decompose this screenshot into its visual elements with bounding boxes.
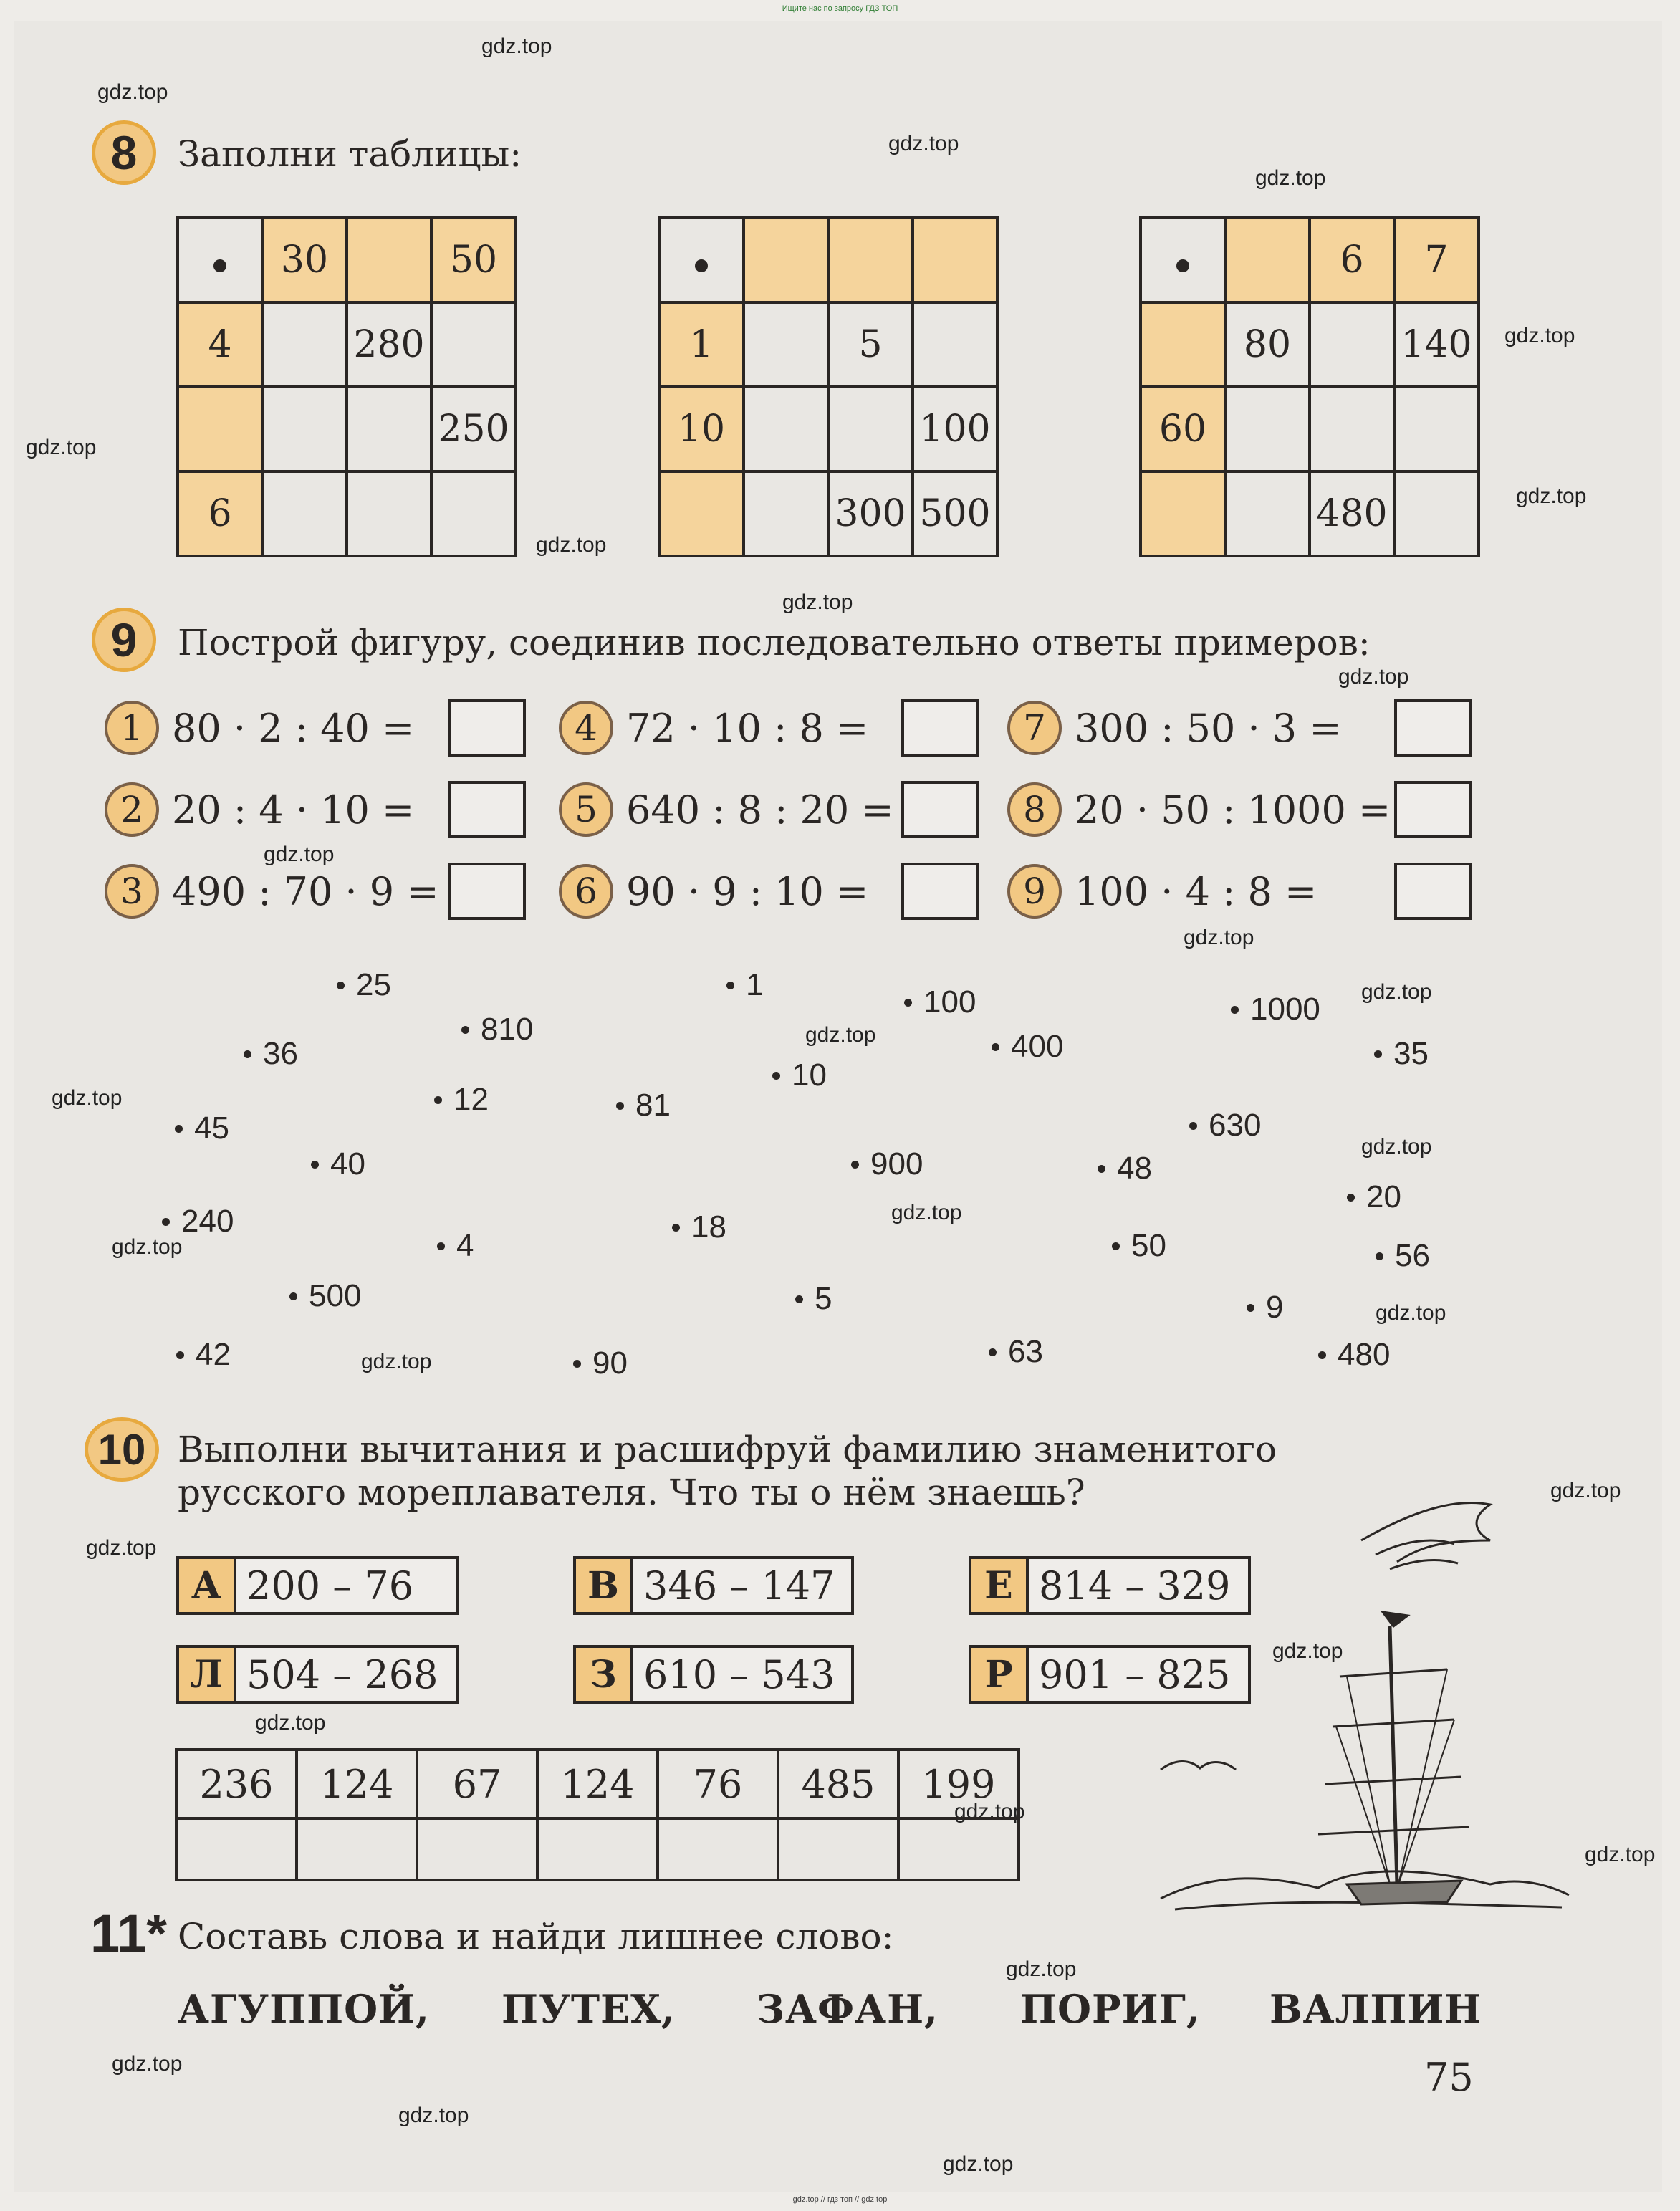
example-expression: 20 : 4 · 10 = xyxy=(172,787,415,833)
answer-box[interactable] xyxy=(901,699,979,757)
point-dot-icon xyxy=(573,1360,581,1368)
table-cell: 300 xyxy=(828,471,913,556)
table-cell: 6 xyxy=(178,471,262,556)
task-8-badge: 8 xyxy=(92,120,156,185)
watermark: gdz.top xyxy=(398,2104,469,2127)
table-cell: 500 xyxy=(913,471,997,556)
example-7 xyxy=(1007,698,1342,758)
watermark: gdz.top xyxy=(891,1201,962,1224)
point-dot-icon xyxy=(992,1043,999,1051)
multiply-dot-icon xyxy=(1176,259,1189,272)
cipher-letter: З xyxy=(576,1648,633,1701)
task-10-title-line-1: Выполни вычитания и расшифруй фамилию знаменитого xyxy=(178,1429,1277,1470)
task-8-table-2 xyxy=(658,216,999,557)
watermark: gdz.top xyxy=(888,132,959,155)
watermark: gdz.top xyxy=(1361,1135,1432,1159)
table-cell[interactable] xyxy=(744,218,828,302)
answer-box[interactable] xyxy=(448,781,526,838)
example-expression: 72 · 10 : 8 = xyxy=(626,705,869,751)
scrambled-word: ВАЛПИН xyxy=(1269,1986,1482,2032)
table-cell: 1 xyxy=(659,302,744,387)
subtraction-v xyxy=(573,1556,854,1615)
table-cell[interactable] xyxy=(828,387,913,471)
point-dot-icon xyxy=(1318,1351,1326,1359)
point-dot-icon xyxy=(244,1050,251,1058)
watermark: gdz.top xyxy=(954,1800,1025,1823)
plot-point[interactable]: 81 xyxy=(616,1088,671,1123)
plot-point[interactable]: 9 xyxy=(1247,1290,1283,1325)
watermark: gdz.top xyxy=(1006,1957,1077,1981)
bottom-banner: gdz.top // гдз топ // gdz.top xyxy=(792,2195,888,2204)
answer-box[interactable] xyxy=(1394,699,1472,757)
point-dot-icon xyxy=(851,1161,859,1169)
point-dot-icon xyxy=(1247,1304,1254,1312)
table-cell xyxy=(659,218,744,302)
point-dot-icon xyxy=(175,1125,183,1133)
answer-letter-cell[interactable] xyxy=(658,1818,778,1880)
table-cell xyxy=(1141,218,1225,302)
task-8-title: Заполни таблицы: xyxy=(178,133,522,175)
table-cell[interactable] xyxy=(744,471,828,556)
subtraction-a xyxy=(176,1556,459,1615)
point-dot-icon xyxy=(434,1096,442,1104)
point-dot-icon xyxy=(1098,1165,1105,1173)
table-cell[interactable] xyxy=(431,302,516,387)
plot-point[interactable]: 810 xyxy=(461,1012,533,1047)
multiply-dot-icon xyxy=(213,259,226,272)
subtraction-expression: 901 – 825 xyxy=(1039,1651,1231,1697)
example-9 xyxy=(1007,861,1317,921)
example-expression: 490 : 70 · 9 = xyxy=(172,868,439,914)
table-cell[interactable] xyxy=(744,387,828,471)
subtraction-expression: 346 – 147 xyxy=(643,1563,835,1608)
plot-point[interactable]: 45 xyxy=(175,1111,229,1146)
table-cell[interactable] xyxy=(913,302,997,387)
example-number: 5 xyxy=(559,782,613,837)
cipher-letter: Е xyxy=(971,1559,1029,1612)
watermark: gdz.top xyxy=(481,34,552,58)
watermark: gdz.top xyxy=(52,1086,123,1110)
example-expression: 80 · 2 : 40 = xyxy=(172,705,415,751)
point-dot-icon xyxy=(337,982,345,989)
subtraction-expression: 610 – 543 xyxy=(643,1651,835,1697)
watermark: gdz.top xyxy=(1272,1639,1343,1663)
table-cell: 30 xyxy=(262,218,347,302)
table-cell[interactable] xyxy=(1394,387,1479,471)
plot-point[interactable]: 1000 xyxy=(1231,992,1320,1027)
answer-number: 124 xyxy=(537,1750,658,1818)
plot-point[interactable]: 18 xyxy=(672,1209,726,1245)
table-cell: 50 xyxy=(431,218,516,302)
table-cell[interactable] xyxy=(347,387,431,471)
table-cell[interactable] xyxy=(913,218,997,302)
table-cell: 7 xyxy=(1394,218,1479,302)
point-dot-icon xyxy=(176,1351,184,1359)
table-cell[interactable] xyxy=(347,471,431,556)
point-dot-icon xyxy=(1376,1252,1383,1260)
table-cell xyxy=(347,218,431,302)
table-cell: 80 xyxy=(1225,302,1310,387)
answer-number: 124 xyxy=(297,1750,417,1818)
point-dot-icon xyxy=(162,1218,170,1226)
watermark: gdz.top xyxy=(361,1350,432,1373)
example-8 xyxy=(1007,780,1391,840)
example-number: 6 xyxy=(559,864,613,919)
plot-point[interactable]: 10 xyxy=(772,1057,827,1093)
example-number: 8 xyxy=(1007,782,1062,837)
answer-letter-cell[interactable] xyxy=(898,1818,1019,1880)
table-cell[interactable] xyxy=(262,302,347,387)
example-number: 9 xyxy=(1007,864,1062,919)
table-cell: 5 xyxy=(828,302,913,387)
point-dot-icon xyxy=(437,1242,445,1250)
table-cell: 60 xyxy=(1141,387,1225,471)
watermark: gdz.top xyxy=(1504,324,1575,347)
watermark: gdz.top xyxy=(112,2052,183,2076)
table-cell[interactable] xyxy=(178,387,262,471)
plot-point[interactable]: 42 xyxy=(176,1337,231,1373)
cipher-letter: А xyxy=(179,1559,236,1612)
answer-number: 199 xyxy=(898,1750,1019,1818)
point-dot-icon xyxy=(289,1292,297,1300)
plot-point[interactable]: 56 xyxy=(1376,1238,1430,1274)
table-cell: 10 xyxy=(659,387,744,471)
point-dot-icon xyxy=(461,1026,469,1034)
watermark: gdz.top xyxy=(1338,665,1409,689)
scrambled-word: АГУППОЙ, xyxy=(178,1986,430,2032)
watermark: gdz.top xyxy=(943,2152,1014,2176)
answer-letter-cell[interactable] xyxy=(176,1818,297,1880)
table-cell[interactable] xyxy=(1225,471,1310,556)
answer-box[interactable] xyxy=(1394,863,1472,920)
point-dot-icon xyxy=(1189,1122,1197,1130)
table-cell[interactable] xyxy=(1394,471,1479,556)
page-number: 75 xyxy=(1424,2055,1474,2100)
watermark: gdz.top xyxy=(86,1536,157,1560)
point-dot-icon xyxy=(772,1072,780,1080)
subtraction-l xyxy=(176,1645,459,1704)
watermark: gdz.top xyxy=(112,1235,183,1259)
plot-point[interactable]: 40 xyxy=(311,1146,365,1182)
example-number: 7 xyxy=(1007,701,1062,755)
table-cell: 4 xyxy=(178,302,262,387)
sailing-ship-illustration xyxy=(1132,1497,1590,1927)
multiply-dot-icon xyxy=(695,259,708,272)
table-cell: 6 xyxy=(1310,218,1394,302)
table-cell: 100 xyxy=(913,387,997,471)
answer-box[interactable] xyxy=(448,863,526,920)
table-cell xyxy=(178,218,262,302)
point-dot-icon xyxy=(1347,1194,1355,1202)
table-cell[interactable] xyxy=(1310,302,1394,387)
watermark: gdz.top xyxy=(1361,980,1432,1004)
task-8-table-3 xyxy=(1139,216,1480,557)
answer-number: 485 xyxy=(778,1750,898,1818)
example-expression: 300 : 50 · 3 = xyxy=(1075,705,1342,751)
scrambled-word: ЗАФАН, xyxy=(757,1986,939,2032)
table-cell[interactable] xyxy=(744,302,828,387)
table-cell[interactable] xyxy=(659,471,744,556)
watermark: gdz.top xyxy=(1585,1843,1656,1866)
table-cell[interactable] xyxy=(1141,302,1225,387)
task-10-title-line-2: русского мореплавателя. Что ты о нём знаешь? xyxy=(178,1472,1085,1513)
table-cell: 480 xyxy=(1310,471,1394,556)
plot-point[interactable]: 240 xyxy=(162,1204,234,1239)
example-3 xyxy=(105,861,439,921)
plot-point[interactable]: 90 xyxy=(573,1346,628,1381)
table-cell[interactable] xyxy=(1225,218,1310,302)
answer-letter-cell[interactable] xyxy=(537,1818,658,1880)
example-number: 3 xyxy=(105,864,159,919)
cipher-letter: Л xyxy=(179,1648,236,1701)
subtraction-expression: 200 – 76 xyxy=(246,1563,414,1608)
watermark: gdz.top xyxy=(255,1711,326,1735)
point-dot-icon xyxy=(1231,1006,1239,1014)
plot-point[interactable]: 20 xyxy=(1347,1179,1401,1215)
answer-letter-cell[interactable] xyxy=(778,1818,898,1880)
answer-letter-cell[interactable] xyxy=(297,1818,417,1880)
point-dot-icon xyxy=(311,1161,319,1169)
example-1 xyxy=(105,698,414,758)
table-cell[interactable] xyxy=(262,387,347,471)
scrambled-word: ПОРИГ, xyxy=(1020,1986,1201,2032)
plot-point[interactable]: 630 xyxy=(1189,1108,1261,1143)
point-dot-icon xyxy=(726,982,734,989)
watermark: gdz.top xyxy=(264,843,335,866)
example-number: 2 xyxy=(105,782,159,837)
plot-point[interactable]: 900 xyxy=(851,1146,923,1182)
watermark: gdz.top xyxy=(1376,1301,1446,1325)
answer-box[interactable] xyxy=(901,863,979,920)
plot-point[interactable]: 12 xyxy=(434,1082,489,1118)
answer-box[interactable] xyxy=(1394,781,1472,838)
cipher-letter: Р xyxy=(971,1648,1029,1701)
point-dot-icon xyxy=(989,1348,997,1356)
subtraction-expression: 814 – 329 xyxy=(1039,1563,1231,1608)
subtraction-z xyxy=(573,1645,854,1704)
example-number: 1 xyxy=(105,701,159,755)
point-dot-icon xyxy=(904,999,912,1007)
table-cell[interactable] xyxy=(1225,387,1310,471)
watermark: gdz.top xyxy=(26,436,97,459)
watermark: gdz.top xyxy=(1516,484,1587,508)
table-cell[interactable] xyxy=(262,471,347,556)
task-11-badge: 11* xyxy=(90,1904,168,1963)
example-4 xyxy=(559,698,868,758)
table-cell[interactable] xyxy=(1310,387,1394,471)
plot-point[interactable]: 63 xyxy=(989,1334,1043,1370)
task-10-badge: 10 xyxy=(85,1417,159,1482)
example-expression: 100 · 4 : 8 = xyxy=(1075,868,1317,914)
plot-point[interactable]: 100 xyxy=(904,984,976,1020)
example-expression: 640 : 8 : 20 = xyxy=(626,787,894,833)
plot-point[interactable]: 36 xyxy=(244,1036,298,1072)
answer-number: 76 xyxy=(658,1750,778,1818)
example-expression: 20 · 50 : 1000 = xyxy=(1075,787,1391,833)
table-cell[interactable] xyxy=(1141,471,1225,556)
task-9-title: Построй фигуру, соединив последовательно ответы примеров: xyxy=(178,622,1371,663)
example-6 xyxy=(559,861,868,921)
subtraction-expression: 504 – 268 xyxy=(246,1651,438,1697)
task-9-badge: 9 xyxy=(92,608,156,672)
top-banner: Ищите нас по запросу ГДЗ ТОП xyxy=(782,4,898,13)
example-expression: 90 · 9 : 10 = xyxy=(626,868,869,914)
watermark: gdz.top xyxy=(1255,166,1326,190)
example-2 xyxy=(105,780,414,840)
watermark: gdz.top xyxy=(1550,1479,1621,1502)
plot-point[interactable]: 25 xyxy=(337,967,391,1003)
point-dot-icon xyxy=(672,1224,680,1232)
watermark: gdz.top xyxy=(97,80,168,104)
task-8-table-1 xyxy=(176,216,517,557)
task-11-title: Составь слова и найди лишнее слово: xyxy=(178,1916,894,1957)
point-dot-icon xyxy=(1374,1050,1382,1058)
answer-number: 236 xyxy=(176,1750,297,1818)
watermark: gdz.top xyxy=(1184,926,1254,949)
table-cell[interactable] xyxy=(431,471,516,556)
table-cell: 250 xyxy=(431,387,516,471)
example-number: 4 xyxy=(559,701,613,755)
plot-point[interactable]: 48 xyxy=(1098,1151,1152,1186)
scrambled-word: ПУТЕХ, xyxy=(501,1986,676,2032)
answer-box[interactable] xyxy=(448,699,526,757)
cipher-letter: В xyxy=(576,1559,633,1612)
watermark: gdz.top xyxy=(805,1023,876,1047)
answer-letter-cell[interactable] xyxy=(417,1818,537,1880)
point-dot-icon xyxy=(1112,1242,1120,1250)
cipher-answer-table xyxy=(175,1748,1020,1881)
plot-point[interactable]: 4 xyxy=(437,1228,474,1264)
example-5 xyxy=(559,780,894,840)
plot-point[interactable]: 1 xyxy=(726,967,763,1003)
answer-box[interactable] xyxy=(901,781,979,838)
point-dot-icon xyxy=(795,1295,803,1303)
watermark: gdz.top xyxy=(536,533,607,557)
plot-point[interactable]: 480 xyxy=(1318,1337,1390,1373)
table-cell: 280 xyxy=(347,302,431,387)
answer-number: 67 xyxy=(417,1750,537,1818)
table-cell[interactable] xyxy=(828,218,913,302)
table-cell: 140 xyxy=(1394,302,1479,387)
watermark: gdz.top xyxy=(782,590,853,614)
plot-point[interactable]: 500 xyxy=(289,1278,361,1314)
point-dot-icon xyxy=(616,1102,624,1110)
plot-point[interactable]: 35 xyxy=(1374,1036,1429,1072)
plot-point[interactable]: 50 xyxy=(1112,1228,1166,1264)
plot-point[interactable]: 5 xyxy=(795,1281,832,1317)
plot-point[interactable]: 400 xyxy=(992,1029,1063,1065)
